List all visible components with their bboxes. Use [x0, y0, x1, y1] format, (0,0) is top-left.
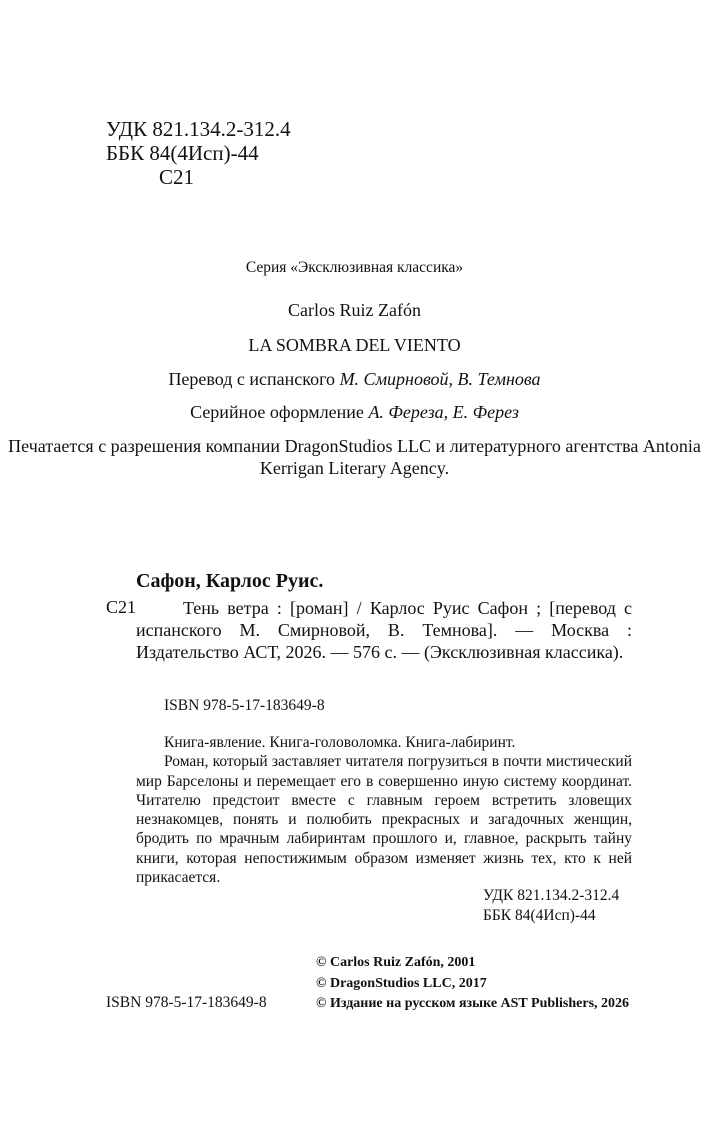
- udk-code: УДК 821.134.2-312.4: [106, 117, 291, 141]
- bibliographic-isbn: ISBN 978-5-17-183649-8: [164, 697, 325, 714]
- udk-footer-code: УДК 821.134.2-312.4: [483, 887, 620, 904]
- title-original: LA SOMBRA DEL VIENTO: [248, 335, 461, 355]
- author-original: Carlos Ruiz Zafón: [288, 300, 421, 320]
- series-line: Серия «Эксклюзивная классика»: [245, 259, 464, 276]
- copyright-line: © Carlos Ruiz Zafón, 2001: [316, 955, 476, 970]
- copyright-line: © Издание на русском языке AST Publishers, 2026: [316, 996, 630, 1011]
- translator-names: М. Смирновой, В. Темнова: [339, 369, 541, 389]
- copyright-block: [316, 953, 629, 1015]
- annotation-lead: Книга-явление. Книга-головоломка. Книга-лабиринт.: [164, 734, 516, 751]
- designer-names: А. Фереза, Е. Ферез: [368, 402, 519, 422]
- translation-line: [0, 369, 709, 390]
- bibliographic-heading: Сафон, Карлос Руис.: [136, 570, 324, 592]
- translation-prefix: Перевод с испанского: [168, 369, 336, 389]
- design-line: [0, 402, 709, 423]
- author-mark: С21: [159, 165, 195, 189]
- bibliographic-mark: С21: [106, 597, 137, 617]
- annotation: [136, 733, 632, 887]
- udk-header: [106, 117, 291, 189]
- annotation-body: Роман, который заставляет читателя погрузиться в почти мистический мир Барселоны и перемещает его в совершенно иную систему координат. Читателю предстоит вместе с главным героем встретить зловещих незнакомцев, понять и полюбить прекрасных и загадочных женщин, бродить по мрачным лабиринтам прошлого и, главное, раскрыть тайну книги, которая непостижимым образом изменяет жизнь тех, кто к ней прикасается.: [136, 753, 632, 887]
- bibliographic-description: Тень ветра : [роман] / Карлос Руис Сафон ; [перевод с испанского М. Смирновой, В. Темнова]. — Москва : Издательство АСТ, 2026. — 576 с. — (Эксклюзивная классика).: [136, 598, 632, 662]
- permission-note: Печатается с разрешения компании DragonStudios LLC и литературного агентства Antonia Kerrigan Literary Agency.: [8, 436, 701, 478]
- udk-footer: [483, 886, 619, 926]
- bbk-footer-code: ББК 84(4Исп)-44: [483, 907, 596, 924]
- copyright-line: © DragonStudios LLC, 2017: [316, 975, 487, 991]
- isbn-bottom: ISBN 978-5-17-183649-8: [106, 994, 267, 1011]
- design-prefix: Серийное оформление: [190, 402, 364, 422]
- bbk-code: ББК 84(4Исп)-44: [106, 141, 259, 165]
